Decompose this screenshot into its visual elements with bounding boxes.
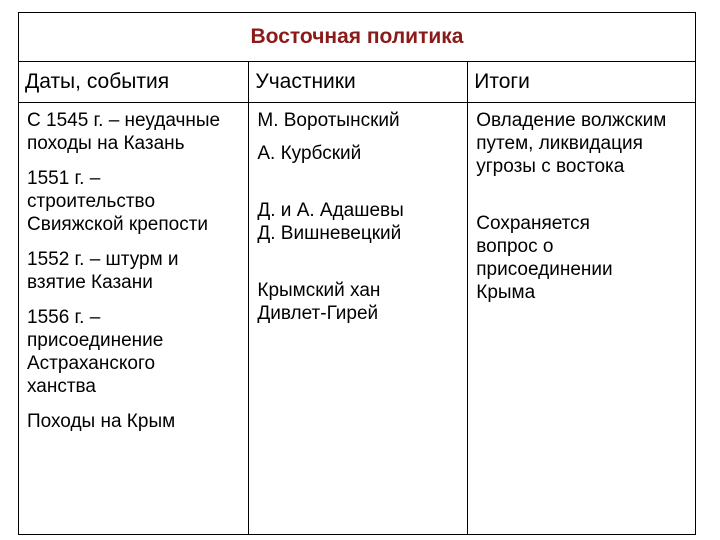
event-1545: С 1545 г. – неудачные походы на Казань	[27, 110, 221, 154]
policy-table	[18, 12, 696, 535]
participant-devlet-giray: Крымский хан Дивлет-Гирей	[257, 280, 381, 324]
participants-cell	[249, 103, 468, 535]
event-1556: 1556 г. – присоединение Астраханского ханства	[27, 307, 164, 397]
participant-vorotynsky: М. Воротынский	[257, 110, 400, 131]
table-title: Восточная политика	[19, 13, 696, 62]
results-cell	[468, 103, 696, 535]
result-volga: Овладение волжским путем, ликвидация угрозы с востока	[476, 110, 667, 177]
header-results: Итоги	[468, 62, 696, 103]
participant-adashev: Д. и А. Адашевы	[257, 200, 404, 221]
header-participants: Участники	[249, 62, 468, 103]
participant-kurbsky: А. Курбский	[257, 143, 362, 164]
event-1551: 1551 г. – строительство Свияжской крепости	[27, 168, 209, 235]
event-crimea: Походы на Крым	[27, 411, 176, 432]
event-1552: 1552 г. – штурм и взятие Казани	[27, 249, 179, 293]
result-crimea: Сохраняется вопрос о присоединении Крыма	[476, 213, 613, 303]
header-dates: Даты, события	[19, 62, 249, 103]
dates-cell	[19, 103, 249, 535]
participant-vishnevetsky: Д. Вишневецкий	[257, 223, 402, 244]
